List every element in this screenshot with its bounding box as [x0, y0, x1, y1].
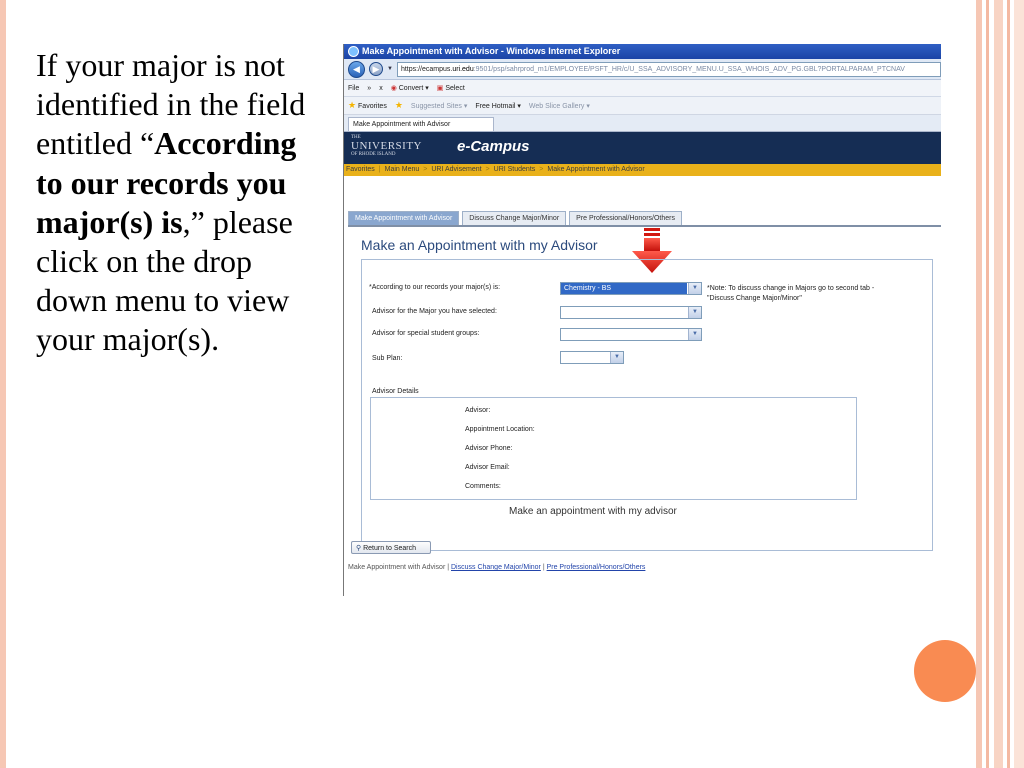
footer-links	[348, 564, 645, 571]
advisor-major-select[interactable]	[560, 306, 702, 319]
window-title: Make Appointment with Advisor - Windows Internet Explorer	[362, 46, 621, 56]
convert-menu[interactable]: ◉ Convert ▾	[390, 85, 429, 92]
forward-arrow-icon[interactable]: ▶	[369, 62, 383, 76]
breadcrumb-uri-students[interactable]: URI Students	[493, 166, 536, 173]
footer-link-pre-professional[interactable]: Pre Professional/Honors/Others	[546, 564, 646, 571]
menu-file[interactable]: File	[348, 84, 360, 92]
major-selected-value: Chemistry - BS	[561, 283, 687, 294]
instruction-text-start: If your major is not identified in the field entitled “	[36, 47, 306, 162]
select-menu[interactable]	[437, 84, 465, 92]
site-banner	[344, 132, 941, 164]
browser-tab[interactable]: Make Appointment with Advisor	[348, 117, 494, 131]
url-domain: uri.edu	[452, 65, 474, 73]
web-slice-label: Web Slice Gallery	[528, 102, 585, 110]
ecampus-brand: e-Campus	[457, 138, 530, 155]
search-icon: ⚲	[356, 545, 362, 552]
menu-more-chevron[interactable]: »	[367, 84, 372, 92]
advisor-details-box	[370, 397, 857, 500]
tab-pre-professional[interactable]: Pre Professional/Honors/Others	[569, 211, 682, 225]
url-prefix: https://ecampus.	[400, 65, 453, 73]
advisor-field: Advisor:	[465, 407, 491, 414]
make-appointment-link[interactable]: Make an appointment with my advisor	[509, 506, 677, 517]
advisor-email-field: Advisor Email:	[465, 464, 510, 471]
address-row	[344, 59, 941, 80]
tab-underline	[348, 225, 941, 227]
breadcrumb-favorites[interactable]: Favorites	[346, 166, 375, 173]
breadcrumb: Favorites | Main Menu > URI Advisement > URI Students > Make Appointment with Advisor	[344, 164, 941, 176]
slide-left-border	[0, 0, 6, 768]
change-major-note: *Note: To discuss change in Majors go to second tab - "Discuss Change Major/Minor"	[707, 285, 875, 302]
advisor-details-label: Advisor Details	[372, 388, 419, 395]
advisor-special-select[interactable]	[560, 328, 702, 341]
comments-field: Comments:	[465, 483, 501, 490]
select-label: Select	[445, 85, 465, 92]
favorites-star-icon: ★	[348, 100, 357, 110]
subplan-select[interactable]	[560, 351, 624, 364]
breadcrumb-make-appointment[interactable]: Make Appointment with Advisor	[547, 166, 645, 173]
favorites-button[interactable]	[348, 100, 387, 111]
window-title-bar	[344, 44, 941, 59]
instruction-field-name: According to our records you major(s) is	[36, 125, 297, 240]
return-to-search-label: Return to Search	[363, 545, 417, 552]
major-select[interactable]	[560, 282, 702, 295]
chevron-down-icon[interactable]: ▼	[610, 352, 623, 363]
appointment-location-field: Appointment Location:	[465, 426, 535, 433]
convert-label: Convert	[398, 85, 424, 92]
slide-instruction-text	[36, 46, 321, 360]
menu-bar	[344, 80, 941, 97]
web-slice-gallery[interactable]: Web Slice Gallery ▾	[528, 102, 590, 110]
chevron-down-icon[interactable]: ▼	[688, 307, 701, 318]
page-title: Make an Appointment with my Advisor	[361, 237, 598, 253]
favorites-label: Favorites	[358, 103, 387, 110]
breadcrumb-main-menu[interactable]: Main Menu	[384, 166, 420, 173]
back-arrow-icon[interactable]: ◀	[348, 61, 365, 78]
logo-the: THE	[351, 135, 361, 140]
instruction-text-end: ,” please click on the drop down menu to view your major(s).	[36, 203, 293, 358]
browser-tab-row	[344, 115, 941, 132]
suggested-sites[interactable]: Suggested Sites ▾	[410, 102, 468, 110]
address-bar[interactable]	[397, 62, 941, 77]
logo-rhode-island: OF RHODE ISLAND	[351, 152, 396, 157]
history-dropdown-icon[interactable]: ▼	[387, 66, 393, 72]
subplan-label: Sub Plan:	[372, 355, 403, 362]
advisor-phone-field: Advisor Phone:	[465, 445, 513, 452]
return-to-search-button[interactable]	[351, 541, 431, 554]
advisor-major-label: Advisor for the Major you have selected:	[372, 308, 497, 315]
browser-screenshot	[343, 44, 941, 596]
menu-close[interactable]: x	[379, 84, 383, 92]
chevron-down-icon[interactable]: ▼	[688, 283, 701, 294]
advisor-special-label: Advisor for special student groups:	[372, 330, 480, 337]
select-icon: ▣	[436, 85, 444, 92]
page-tabs	[348, 211, 682, 225]
free-hotmail[interactable]: Free Hotmail ▾	[475, 102, 521, 110]
footer-separator: |	[445, 564, 451, 571]
free-hotmail-label: Free Hotmail	[475, 102, 516, 110]
chevron-down-icon[interactable]: ▼	[688, 329, 701, 340]
convert-icon: ◉	[390, 85, 397, 92]
tab-discuss-change-major[interactable]: Discuss Change Major/Minor	[462, 211, 566, 225]
suggested-sites-label: Suggested Sites	[410, 102, 462, 110]
favorites-bar	[344, 97, 941, 115]
breadcrumb-uri-advisement[interactable]: URI Advisement	[431, 166, 482, 173]
footer-link-discuss-change[interactable]: Discuss Change Major/Minor	[451, 564, 541, 571]
major-label: *According to our records your major(s) is:	[369, 284, 501, 291]
slide-right-stripes	[976, 0, 1024, 768]
footer-current-page: Make Appointment with Advisor	[348, 564, 446, 571]
logo-university: UNIVERSITY	[351, 140, 422, 152]
footer-separator: |	[540, 564, 547, 571]
slide-orange-dot	[914, 640, 976, 702]
url-path: :9501/psp/sahrprod_m1/EMPLOYEE/PSFT_HR/c/U_SSA_ADVISORY_MENU.U_SSA_WHOIS_ADV_PG.GBL?PORTALPARAM_PTCNAV	[473, 65, 905, 73]
uri-logo	[351, 135, 422, 158]
ie-logo-icon	[348, 46, 359, 57]
tab-make-appointment[interactable]: Make Appointment with Advisor	[348, 211, 459, 225]
add-favorite-icon[interactable]: ★	[394, 100, 403, 110]
